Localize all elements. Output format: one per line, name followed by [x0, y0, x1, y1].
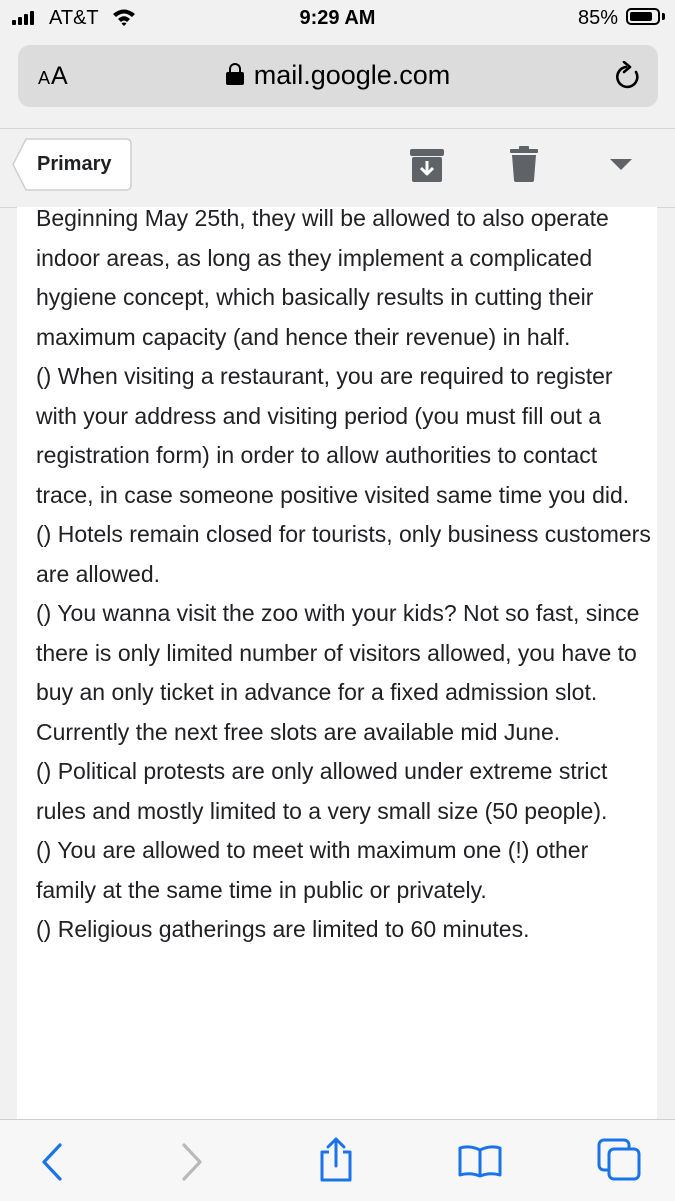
- address-bar[interactable]: [18, 45, 658, 107]
- message-paragraph: Beginning May 25th, they will be allowed to also operate indoor areas, as long as they implement a complicated hygiene concept, which basically results in cutting their maximum capacity (and hence their revenue) in half.: [36, 207, 609, 350]
- reload-icon[interactable]: [614, 61, 642, 91]
- url-text: mail.google.com: [253, 60, 451, 90]
- text-size-button[interactable]: AA: [38, 62, 69, 90]
- battery-icon: [626, 8, 660, 25]
- more-dropdown-icon[interactable]: [610, 159, 632, 170]
- back-arrow-icon[interactable]: [40, 1142, 64, 1182]
- lock-icon: [226, 63, 244, 85]
- back-to-primary-button[interactable]: [12, 138, 131, 190]
- forward-arrow-icon[interactable]: [180, 1142, 204, 1182]
- url-field[interactable]: [18, 60, 658, 91]
- message-paragraph: () Religious gatherings are limited to 60 minutes.: [36, 916, 530, 942]
- archive-icon[interactable]: [410, 149, 444, 183]
- message-paragraph: () Political protests are only allowed under extreme strict rules and mostly limited to a very small size (50 people).: [36, 758, 608, 824]
- email-message-body: [17, 207, 657, 1119]
- carrier-name: AT&T: [49, 7, 99, 29]
- primary-label: Primary: [37, 153, 112, 175]
- battery-percentage: 85%: [577, 7, 618, 29]
- trash-icon[interactable]: [510, 146, 538, 182]
- tabs-icon[interactable]: [597, 1138, 643, 1182]
- message-text: [36, 207, 651, 950]
- gmail-toolbar: [0, 128, 675, 208]
- share-icon[interactable]: [316, 1136, 356, 1182]
- message-paragraph: () Hotels remain closed for tourists, only business customers are allowed.: [36, 521, 651, 587]
- message-paragraph: () You wanna visit the zoo with your kids? Not so fast, since there is only limited number of visitors allowed, you have to buy an only ticket in advance for a fixed admission slot. Currently the next free slots are available mid June.: [36, 600, 640, 745]
- status-time: 9:29 AM: [299, 7, 376, 29]
- status-bar: [0, 0, 675, 38]
- safari-bottom-toolbar: [0, 1119, 675, 1201]
- bookmarks-icon[interactable]: [458, 1144, 502, 1178]
- message-paragraph: () When visiting a restaurant, you are required to register with your address and visiting period (you must fill out a registration form) in order to allow authorities to contact trace, in case someone positive visited same time you did.: [36, 363, 630, 508]
- message-paragraph: () You are allowed to meet with maximum one (!) other family at the same time in public or privately.: [36, 837, 589, 903]
